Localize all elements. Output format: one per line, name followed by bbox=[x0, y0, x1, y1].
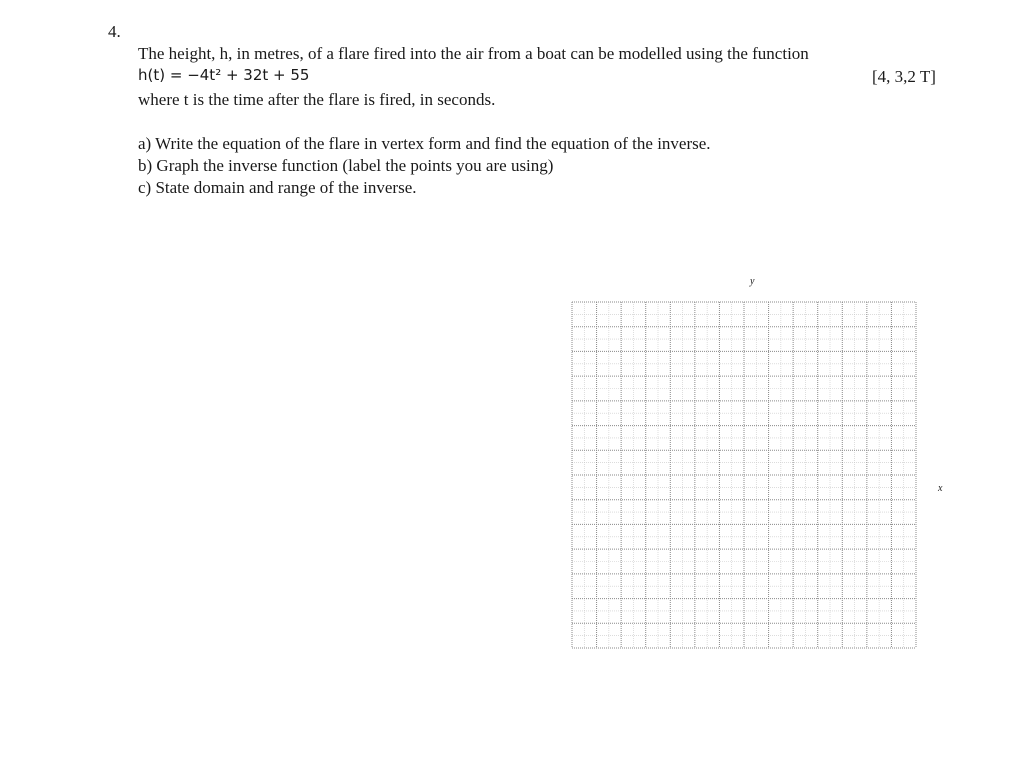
x-axis-label: x bbox=[938, 483, 943, 494]
part-b: b) Graph the inverse function (label the points you are using) bbox=[138, 156, 554, 175]
question-where: where t is the time after the flare is fired, in seconds. bbox=[138, 90, 496, 109]
marks-label: [4, 3,2 T] bbox=[872, 67, 936, 86]
y-axis-label: y bbox=[750, 276, 755, 287]
part-c: c) State domain and range of the inverse. bbox=[138, 178, 417, 197]
question-number: 4. bbox=[108, 22, 121, 41]
part-a: a) Write the equation of the flare in vertex form and find the equation of the inverse. bbox=[138, 134, 711, 153]
function-equation: h(t) = −4t² + 32t + 55 bbox=[138, 66, 310, 84]
graph-grid[interactable] bbox=[571, 301, 917, 649]
question-intro: The height, h, in metres, of a flare fired into the air from a boat can be modelled using the function bbox=[138, 44, 809, 63]
